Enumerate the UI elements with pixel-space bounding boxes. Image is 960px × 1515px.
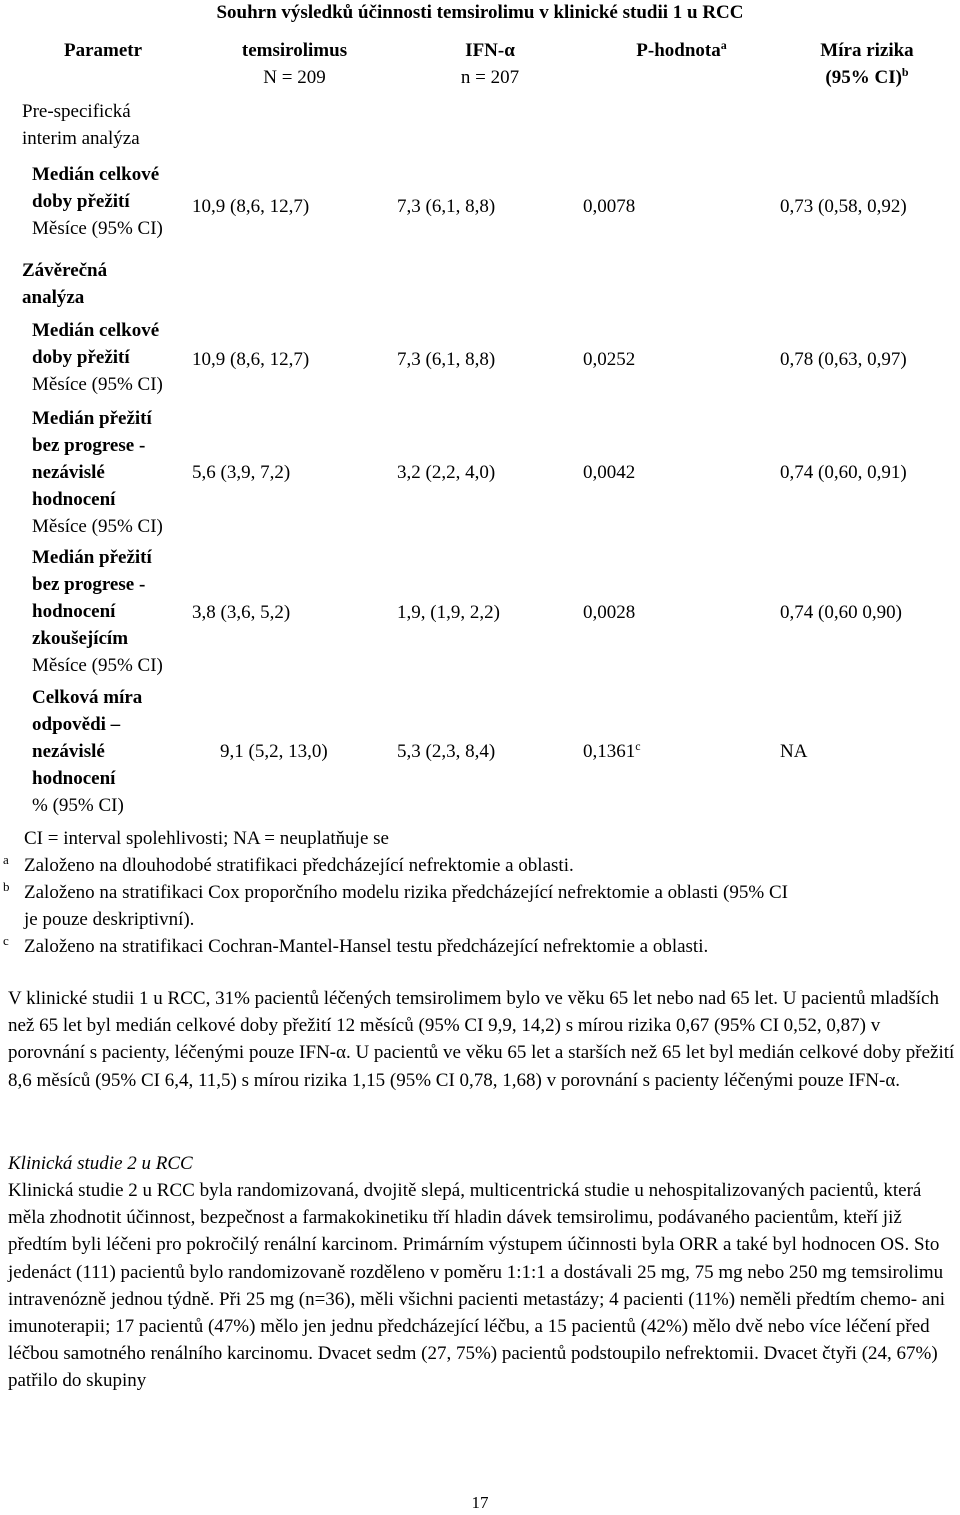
section-final-line2: analýza [22, 287, 85, 308]
footnote-b-text-line1: Založeno na stratifikaci Cox proporčního modelu rizika předcházející nefrektomie a oblasti (95% CI [24, 882, 788, 903]
footnote-ref-a: a [720, 38, 727, 52]
footnote-c-marker: c [3, 933, 9, 948]
ifn-value: 1,9, (1,9, 2,2) [397, 601, 500, 623]
parameter-line: odpovědi – [32, 714, 121, 735]
table-row-orr [22, 682, 954, 821]
parameter-cell [22, 542, 192, 682]
temsirolimus-value: 9,1 (5,2, 13,0) [220, 741, 328, 762]
footnote-a [0, 852, 960, 879]
parameter-cell [22, 315, 192, 403]
ifn-value: 7,3 (6,1, 8,8) [397, 348, 496, 370]
header-ifn [397, 35, 583, 91]
p-value: 0,1361 [583, 741, 636, 762]
parameter-line: doby přežití [32, 191, 130, 212]
footnote-b-marker: b [3, 879, 10, 894]
footnote-a-text: Založeno na dlouhodobé stratifikaci předcházející nefrektomie a oblasti. [24, 855, 574, 876]
header-hazard-ratio-label: Míra rizika [820, 40, 914, 61]
hazard-ratio-value: NA [780, 741, 808, 762]
abbreviations-text: CI = interval spolehlivosti; NA = neuplatňuje se [24, 828, 389, 849]
footnote-b-text-line2: je pouze deskriptivní). [24, 909, 195, 930]
table-row-interim-os [22, 159, 954, 253]
parameter-line: bez progrese - [32, 574, 146, 595]
hazard-ratio-value: 0,78 (0,63, 0,97) [780, 348, 907, 370]
footnote-b [0, 879, 960, 933]
header-parameter [22, 35, 192, 91]
section-final-line1: Závěrečná [22, 260, 108, 281]
hazard-ratio-value: 0,74 (0,60 0,90) [780, 601, 902, 623]
parameter-unit: % (95% CI) [32, 795, 124, 816]
table-caption: Souhrn výsledků účinnosti temsirolimu v klinické studii 1 u RCC [216, 2, 744, 23]
table-footnotes [0, 825, 960, 960]
efficacy-results-table [22, 35, 954, 821]
parameter-line: bez progrese - [32, 435, 146, 456]
p-value-cell [583, 682, 780, 821]
header-temsirolimus-name: temsirolimus [241, 40, 348, 61]
abbreviations-note [0, 825, 960, 852]
header-p-value [583, 35, 780, 91]
parameter-cell [22, 159, 192, 253]
section-interim-label [22, 91, 954, 159]
temsirolimus-value: 10,9 (8,6, 12,7) [192, 195, 310, 217]
section-final-label [22, 253, 954, 315]
ifn-value: 7,3 (6,1, 8,8) [397, 195, 496, 217]
parameter-line: Medián celkové [32, 320, 160, 341]
p-value: 0,0042 [583, 462, 636, 483]
header-hazard-ratio-ci: (95% CI) [825, 67, 902, 88]
temsirolimus-value: 3,8 (3,6, 5,2) [192, 601, 291, 623]
parameter-line: Medián přežití [32, 547, 152, 568]
section-row-final [22, 253, 954, 315]
footnote-a-marker: a [3, 852, 9, 867]
section-row-interim [22, 91, 954, 159]
parameter-unit: Měsíce (95% CI) [32, 374, 163, 395]
header-temsirolimus-n: N = 209 [263, 67, 326, 88]
footnote-ref-b: b [901, 65, 909, 79]
parameter-line: hodnocení [32, 768, 116, 789]
parameter-unit: Měsíce (95% CI) [32, 516, 163, 537]
hazard-ratio-value: 0,73 (0,58, 0,92) [780, 195, 907, 217]
table-row-pfs-independent [22, 403, 954, 542]
parameter-line: nezávislé [32, 741, 105, 762]
parameter-line: nezávislé [32, 462, 105, 483]
section-interim-line1: Pre-specifická [22, 101, 131, 122]
parameter-unit: Měsíce (95% CI) [32, 655, 163, 676]
parameter-line: zkoušejícím [32, 628, 129, 649]
paragraph-age-subgroups: V klinické studii 1 u RCC, 31% pacientů léčených temsirolimem bylo ve věku 65 let nebo nad 65 let. U pacientů mladších než 65 let byl medián celkové doby přežití 12 měsíců (95% CI 9,9, 14,2) s mírou rizika 0,67 (95% CI 0,52, 0,87) v porovnání s pacienty, léčenými pouze IFN-α. U pacientů ve věku 65 let a starších než 65 let byl medián celkové doby přežití 8,6 měsíců (95% CI 6,4, 11,5) s mírou rizika 1,15 (95% CI 0,78, 1,68) v porovnání s pacienty léčenými pouze IFN-α. [8, 988, 955, 1091]
p-value: 0,0078 [583, 195, 636, 217]
parameter-line: Medián přežití [32, 408, 152, 429]
section-interim-line2: interim analýza [22, 128, 140, 149]
header-temsirolimus [192, 35, 397, 91]
hazard-ratio-value: 0,74 (0,60, 0,91) [780, 462, 907, 483]
table-row-pfs-investigator [22, 542, 954, 682]
ifn-value: 5,3 (2,3, 8,4) [397, 741, 496, 762]
footnote-ref-c: c [635, 739, 641, 753]
parameter-line: Medián celkové [32, 164, 160, 185]
header-p-value-label: P-hodnota [636, 40, 721, 61]
parameter-line: hodnocení [32, 601, 116, 622]
temsirolimus-value: 5,6 (3,9, 7,2) [192, 462, 291, 483]
section-heading-study-2: Klinická studie 2 u RCC [8, 1153, 193, 1174]
p-value: 0,0252 [583, 348, 636, 370]
header-hazard-ratio [780, 35, 954, 91]
table-row-final-os [22, 315, 954, 403]
header-ifn-name: IFN-α [465, 40, 515, 61]
parameter-line: hodnocení [32, 489, 116, 510]
page-number: 17 [471, 1493, 489, 1512]
paragraph-study-2: Klinická studie 2 u RCC byla randomizovaná, dvojitě slepá, multicentrická studie u nehospitalizovaných pacientů, která měla zhodnotit účinnost, bezpečnost a farmakokinetiku tří hladin dávek temsirolimu, podávaného pacientům, kteří již předtím byli léčeni pro pokročilý renální karcinom. Primárním výstupem účinnosti byla ORR a také byl hodnocen OS. Sto jedenáct (111) pacientů bylo randomizovaně rozděleno v poměru 1:1:1 a dostávali 25 mg, 75 mg nebo 250 mg temsirolimu intravenózně jednou týdně. Při 25 mg (n=36), měli všichni pacienti metastázy; 4 pacienti (11%) neměli předtím chemo- ani imunoterapii; 17 pacientů (47%) mělo jen jednu předcházející léčbu, a 15 pacientů (42%) mělo dvě nebo více léčení před léčbou samotného renálního karcinomu. Dvacet sedm (27, 75%) pacientů podstoupilo nefrektomii. Dvacet čtyři (24, 67%) patřilo do skupiny [8, 1180, 946, 1392]
header-parameter-label: Parametr [64, 40, 143, 61]
header-ifn-n: n = 207 [460, 67, 520, 88]
temsirolimus-value: 10,9 (8,6, 12,7) [192, 348, 310, 370]
parameter-line: Celková míra [32, 687, 143, 708]
footnote-c-text: Založeno na stratifikaci Cochran-Mantel-Hansel testu předcházející nefrektomie a oblasti. [24, 936, 709, 957]
ifn-value: 3,2 (2,2, 4,0) [397, 462, 496, 483]
parameter-unit: Měsíce (95% CI) [32, 218, 163, 239]
table-header-row [22, 35, 954, 91]
footnote-c [0, 933, 960, 960]
p-value: 0,0028 [583, 601, 636, 623]
parameter-line: doby přežití [32, 347, 130, 368]
parameter-cell [22, 682, 192, 821]
parameter-cell [22, 403, 192, 542]
